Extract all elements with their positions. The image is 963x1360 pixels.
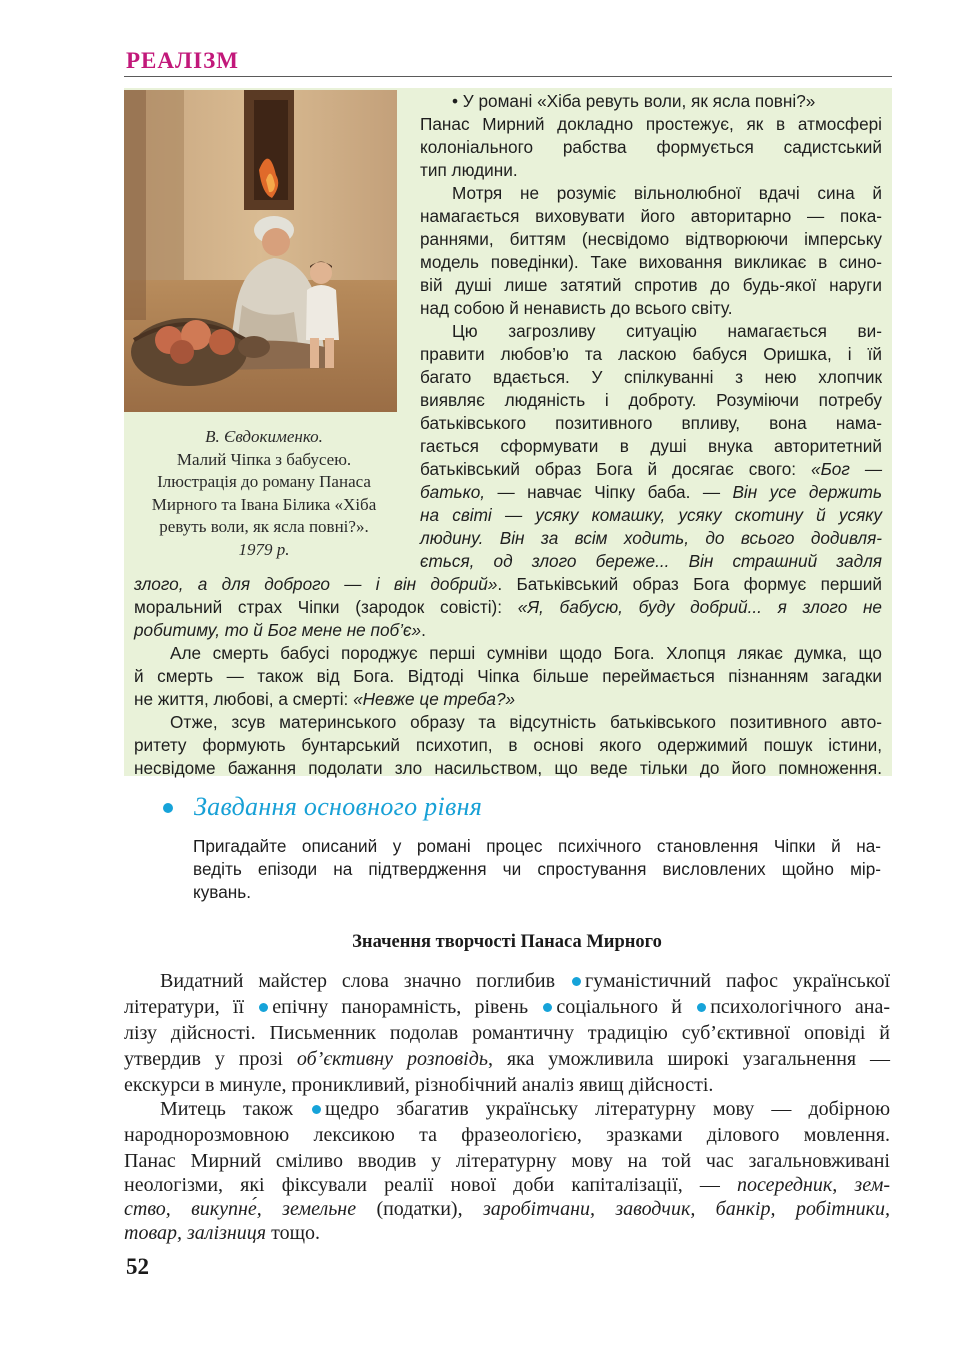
text-line: вій душі лише затятий спротив до будь-якої наруги [420, 275, 882, 295]
text-line: кувань. [193, 882, 252, 902]
text-line: • У романі «Хіба ревуть воли, як ясла повні?» [452, 91, 816, 111]
text-line: гається сформувати в душі внука авторитетний [420, 436, 882, 456]
bullet-icon [543, 1003, 552, 1012]
text-line: над собою й ненависть до всього світу. [420, 298, 733, 318]
text-line: ведіть епізоди на підтвердження чи спростування висловлених щойно мір- [193, 859, 881, 879]
text-span: тощо. [266, 1222, 320, 1244]
emphasis-span: товар, залізниця [124, 1222, 267, 1244]
text-span: , яка уможливила широкі узагальнення — [487, 1048, 891, 1070]
text-line [134, 596, 882, 619]
text-span: соціального й [556, 996, 682, 1018]
text-line: Отже, зсув материнського образу та відсутність батьківського позитивного авто- [170, 712, 882, 732]
caption-line: Малий Чіпка з бабусею. [176, 449, 352, 469]
quote-span: «Бог — [811, 459, 883, 479]
text-line [124, 1046, 890, 1072]
text-line: людину. Він за всім ходить, до всього додивля- [420, 528, 882, 548]
text-line: на світі — усяку комашку, усяку скотину й усяку [420, 505, 882, 525]
text-line: Мотря не розуміє вільнолюбної вдачі сина й [452, 183, 882, 203]
text-span: щедро збагатив українську літературну мову — добірною [324, 1098, 891, 1120]
text-span: моральний страх Чіпки (зародок совісті): [134, 597, 518, 617]
caption-author: В. Євдокименко. [205, 427, 323, 446]
text-line: колоніального рабства формується садистський [420, 137, 882, 157]
text-line: екскурси в минуле, проникливий, різнобічний аналіз явищ дійсності. [124, 1074, 714, 1096]
text-line [124, 1220, 320, 1246]
text-line: й смерть — також від Бога. Відтоді Чіпка більше переймається пізнанням загадки [134, 666, 882, 686]
text-line: Панас Мирний докладно простежує, як в атмосфері [420, 114, 882, 134]
bullet-icon [572, 977, 581, 986]
text-line: батьківського позитивного впливу, вона нама- [420, 413, 882, 433]
quote-span: робитиму, то й Бог мене не поб’є» [134, 620, 422, 640]
quote-span: батько, [420, 482, 486, 502]
text-line: несвідоме бажання подолати зло насильством, що веде тільки до його помноження. [134, 758, 882, 778]
text-span: Митець також [160, 1098, 293, 1120]
text-span: не життя, любові, а смерті: [134, 689, 354, 709]
text-line: ється, од злого береже... Він страшний задля [420, 551, 882, 571]
task-heading: Завдання основного рівня [194, 792, 483, 821]
emphasis-span: ство, викупне́, земельне [124, 1198, 357, 1220]
illustration-painting [124, 90, 397, 412]
quote-span: «Я, бабусю, буду добрий... я злого не [517, 597, 882, 617]
header-rule [124, 76, 892, 77]
caption-year: 1979 р. [238, 539, 290, 559]
bullet-icon [259, 1003, 268, 1012]
text-line: намагається виховувати його авторитарно — пока- [420, 206, 882, 226]
bullet-icon [163, 803, 173, 813]
text-line [124, 994, 890, 1020]
quote-span: «Невже це треба?» [353, 689, 516, 709]
text-line: народнорозмовною лексикою та фразеологією, зразками ділового мовлення. [124, 1124, 890, 1146]
emphasis-span: посередник, зем- [737, 1174, 890, 1196]
quote-span: Він усе держить [732, 482, 882, 502]
text-line: ритету формують бунтарський психотип, в основі якого одержимий пошук істини, [134, 735, 882, 755]
text-line [420, 458, 882, 481]
text-span: утвердив у прозі [124, 1048, 297, 1070]
text-span: — навчає Чіпку баба. — [485, 482, 733, 502]
text-line [160, 968, 890, 994]
text-line [134, 619, 426, 642]
text-span: Видатний майстер слова значно поглибив [160, 970, 556, 992]
bullet-icon [697, 1003, 706, 1012]
text-line [420, 481, 882, 504]
text-line [134, 573, 882, 596]
quote-span: злого, а для доброго — і він добрий» [134, 574, 498, 594]
figure-caption [124, 426, 404, 561]
page-number: 52 [126, 1254, 149, 1279]
section-title: Значення творчості Панаса Мирного [352, 932, 662, 952]
text-line: Панас Мирний сміливо вводив у літературну мову на той час загальновживані [124, 1150, 890, 1172]
text-span: . [421, 620, 426, 640]
text-span: гуманістичний пафос української [585, 970, 891, 992]
text-line: Пригадайте описаний у романі процес психічного становлення Чіпки й на- [193, 836, 881, 856]
caption-line: Ілюстрація до роману Панаса [157, 472, 371, 491]
text-span: літератури, її [124, 996, 245, 1018]
text-line [124, 1196, 890, 1222]
text-span: (податки), [356, 1198, 483, 1220]
text-span: . Батьківський образ Бога формує перший [497, 574, 882, 594]
text-span: батьківський образ Бога й досягає свого: [420, 459, 812, 479]
text-span: неологізми, які фіксували реалії нової доби капіталізації, — [124, 1174, 738, 1196]
emphasis-span: заробітчани, заводчик, банкір, робітники, [482, 1198, 890, 1220]
emphasis-span: об’єктивну розповідь [296, 1048, 488, 1070]
text-line: модель поведінки). Таке виховання викликає в сино- [420, 252, 882, 272]
text-line [160, 1096, 890, 1122]
bullet-icon [312, 1105, 321, 1114]
caption-line: ревуть воли, як ясла повні?». [159, 517, 369, 536]
text-line: Цю загрозливу ситуацію намагається ви- [452, 321, 882, 341]
header-title: РЕАЛІЗМ [126, 48, 239, 73]
text-line [124, 1172, 890, 1198]
text-line: багато вдається. У спілкуванні з нею хлопчик [420, 367, 882, 387]
text-span: психологічного ана- [710, 996, 891, 1018]
text-line: виявляє людяність і доброту. Розуміючи потребу [420, 390, 882, 410]
caption-line: Мирного та Івана Білика «Хіба [151, 494, 377, 514]
text-line: Але смерть бабусі породжує перші сумніви щодо Бога. Хлопця лякає думка, що [170, 643, 882, 663]
text-span: епічну панорамність, рівень [272, 996, 529, 1018]
text-line: раннями, биттям (несвідомо відтворюючи імперську [420, 229, 882, 249]
text-line [134, 688, 515, 711]
text-line: лізу дійсності. Письменник подолав романтичну традицію суб’єктивної оповіді й [124, 1022, 890, 1044]
text-line: тип людини. [420, 160, 518, 180]
text-line: правити любов’ю та ласкою бабуся Оришка, і їй [420, 344, 882, 364]
